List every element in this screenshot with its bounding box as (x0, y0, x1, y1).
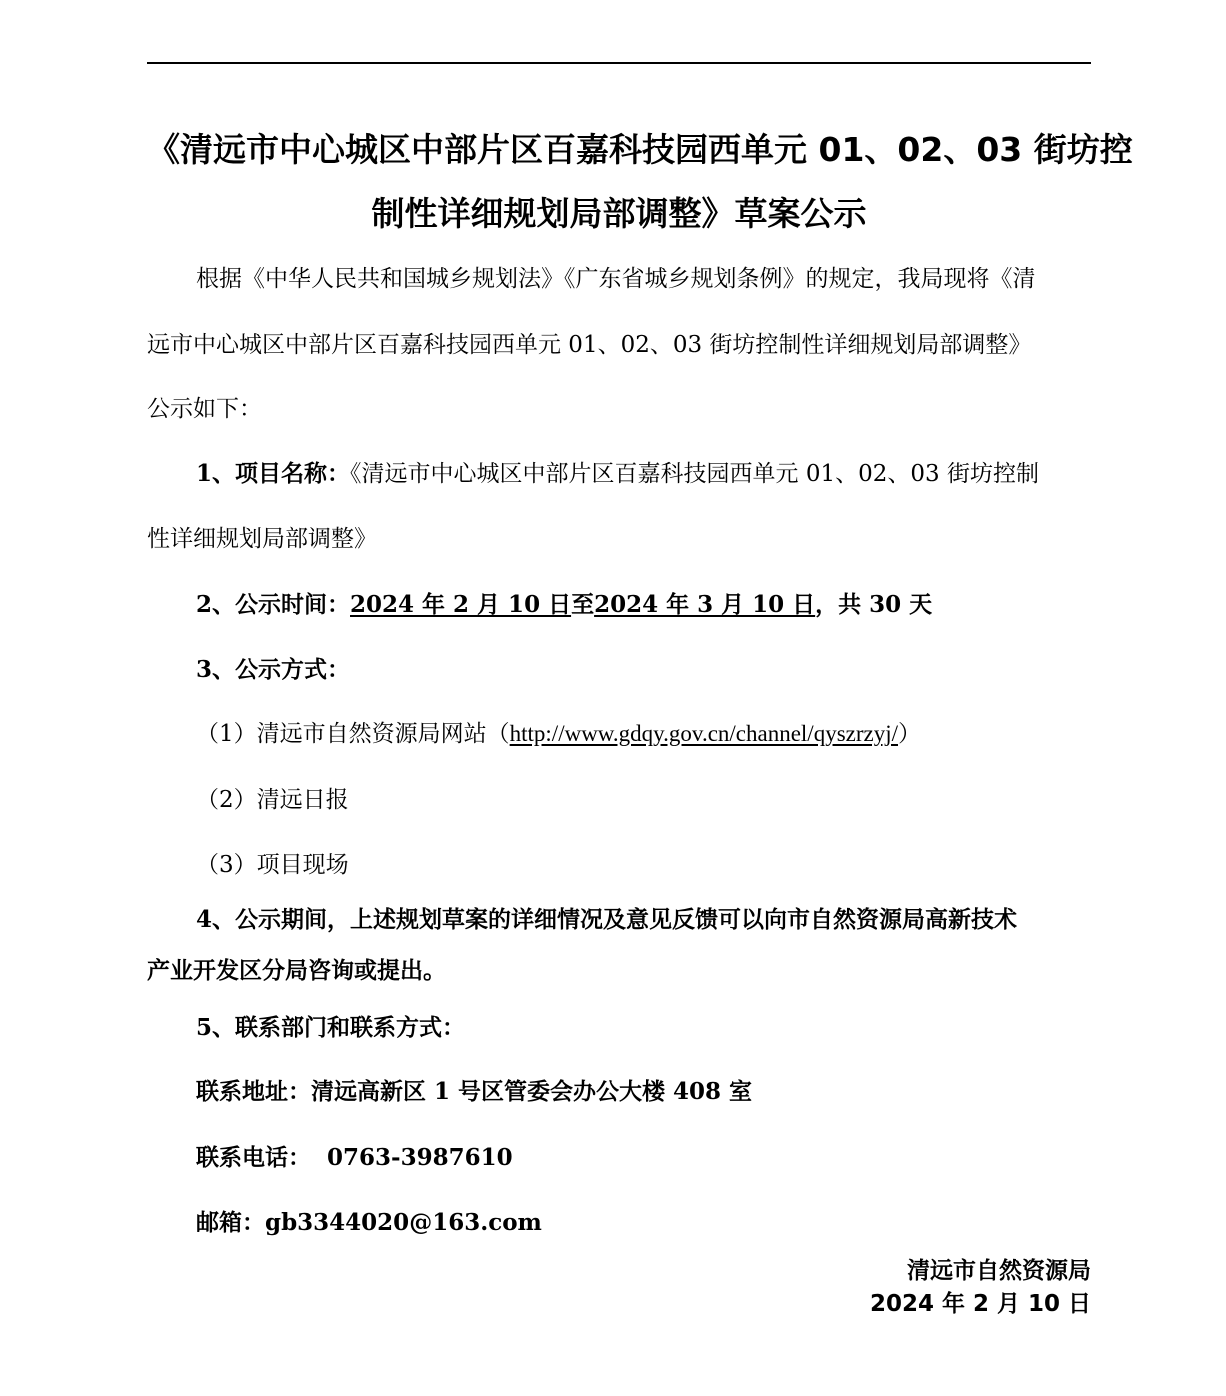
signature-org: 清远市自然资源局 (907, 1258, 1091, 1284)
item-2-line (196, 590, 1091, 620)
item-3-label: 3、公示方式： (196, 656, 351, 683)
date-separator: 至 (571, 591, 595, 618)
item-1-label: 1、项目名称： (196, 460, 351, 487)
document-title-line-1: 《清远市中心城区中部片区百嘉科技园西单元 01、02、03 街坊控 (147, 130, 1133, 169)
item-2-label: 2、公示时间： (196, 591, 351, 618)
item-1-line-2: 性详细规划局部调整》 (147, 526, 377, 552)
method-1-suffix: ） (898, 721, 922, 747)
method-1-prefix: （1）清远市自然资源局网站（ (196, 721, 510, 747)
email-address[interactable]: gb3344020@163.com (265, 1209, 542, 1236)
item-1-project-name: 《清远市中心城区中部片区百嘉科技园西单元 01、02、03 街坊控制 (350, 461, 1039, 487)
item-5-label: 5、联系部门和联系方式： (196, 1014, 466, 1041)
method-2-line: （2）清远日报 (196, 787, 349, 813)
item-4-line-2: 产业开发区分局咨询或提出。 (147, 957, 446, 984)
duration: ，共 30 天 (815, 591, 933, 618)
method-1-line (196, 719, 1091, 749)
contact-phone-line (196, 1143, 1091, 1173)
website-link[interactable]: http://www.gdqy.gov.cn/channel/qyszrzyj/ (509, 721, 899, 746)
intro-line-1: 根据《中华人民共和国城乡规划法》《广东省城乡规划条例》的规定，我局现将《清 (196, 266, 1036, 292)
start-date: 2024 年 2 月 10 日 (350, 591, 572, 618)
signature-date: 2024 年 2 月 10 日 (869, 1291, 1091, 1317)
intro-line-3: 公示如下： (147, 396, 262, 422)
method-3-line: （3）项目现场 (196, 852, 349, 878)
end-date: 2024 年 3 月 10 日 (594, 591, 816, 618)
contact-email-line (196, 1208, 1091, 1238)
document-title-line-2: 制性详细规划局部调整》草案公示 (371, 194, 867, 233)
phone-label: 联系电话： (196, 1144, 311, 1171)
item-1-line-1 (196, 459, 1091, 489)
intro-line-2: 远市中心城区中部片区百嘉科技园西单元 01、02、03 街坊控制性详细规划局部调整》 (147, 332, 1032, 358)
email-label: 邮箱： (196, 1209, 265, 1236)
item-4-line-1: 4、公示期间，上述规划草案的详细情况及意见反馈可以向市自然资源局高新技术 (196, 906, 1018, 933)
phone-number: 0763-3987610 (327, 1144, 513, 1171)
header-rule (147, 62, 1091, 64)
contact-address: 联系地址：清远高新区 1 号区管委会办公大楼 408 室 (196, 1078, 753, 1105)
